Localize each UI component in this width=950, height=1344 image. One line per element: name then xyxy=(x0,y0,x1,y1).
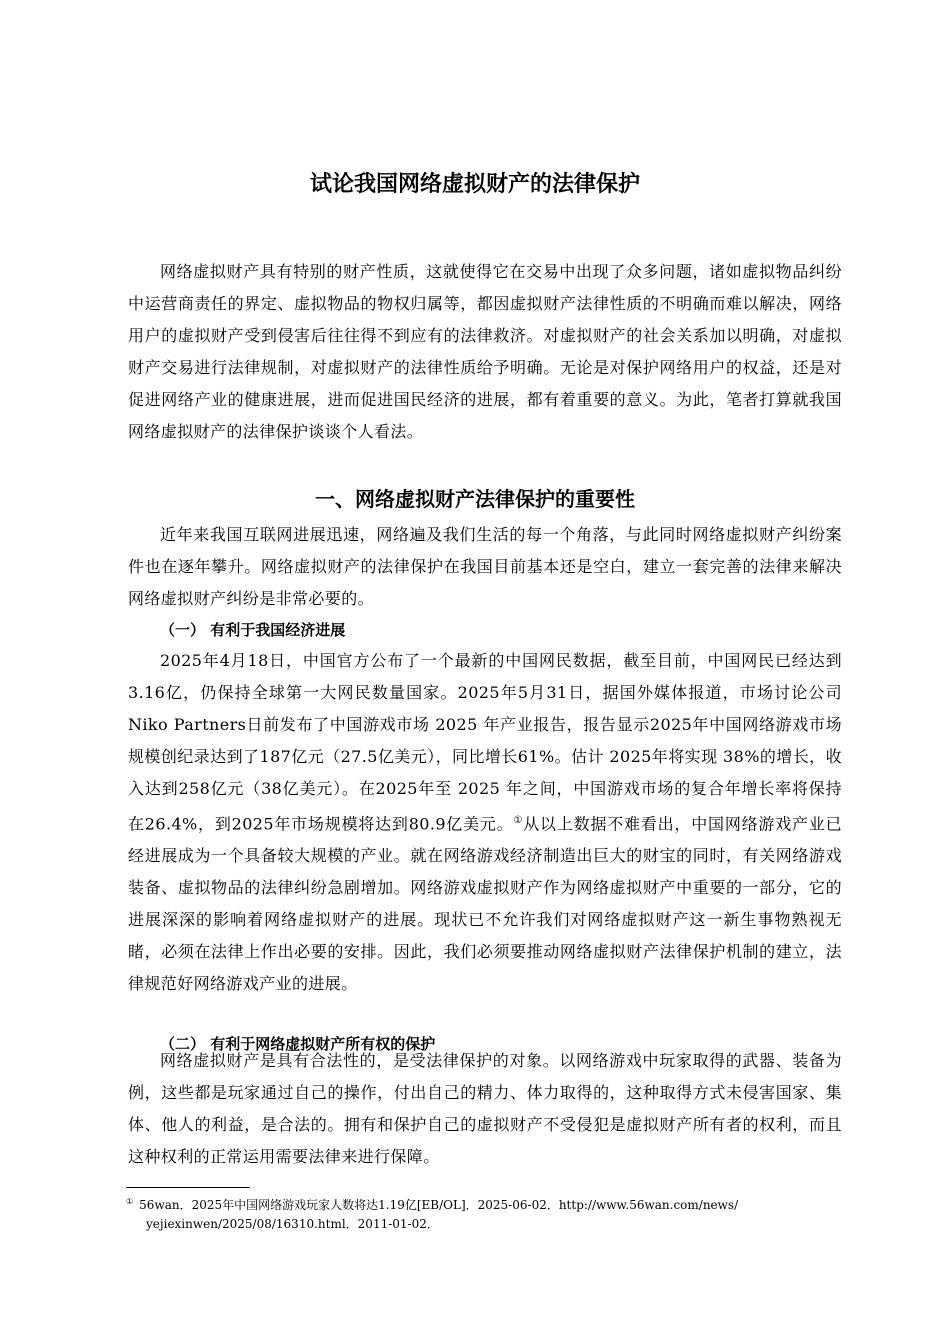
subsection1-text-b: 从以上数据不难看出，中国网络游戏产业已经进展成为一个具备较大规模的产业。就在网络游戏经济制造出巨大的财宝的同时，有关网络游戏装备、虚拟物品的法律纠纷急剧增加。网络游戏虚拟财产作为网络虚拟财产中重要的一部分，它的进展深深的影响着网络虚拟财产的进展。现状已不允许我们对网络虚拟财产这一新生事物熟视无睹，必须在法律上作出必要的安排。因此，我们必须要推动网络虚拟财产法律保护机制的建立，法律规范好网络游戏产业的进展。 xyxy=(128,814,842,994)
subsection-heading-1: （一） 有利于我国经济进展 xyxy=(160,621,346,639)
footnote-divider xyxy=(126,1187,250,1188)
section1-paragraph: 近年来我国互联网进展迅速，网络遍及我们生活的每一个角落，与此同时网络虚拟财产纠纷案件也在逐年攀升。网络虚拟财产的法律保护在我国目前基本还是空白，建立一套完善的法律来解决网络虚拟财产纠纷是非常必要的。 xyxy=(128,525,842,608)
intro-paragraph: 网络虚拟财产具有特别的财产性质，这就使得它在交易中出现了众多问题，诸如虚拟物品纠纷中运营商责任的界定、虚拟物品的物权归属等，都因虚拟财产法律性质的不明确而难以解决，网络用户的虚拟财产受到侵害后往往得不到应有的法律救济。对虚拟财产的社会关系加以明确，对虚拟财产交易进行法律规制，对虚拟财产的法律性质给予明确。无论是对保护网络用户的权益，还是对促进网络产业的健康进展，进而促进国民经济的进展，都有着重要的意义。为此，笔者打算就我国网络虚拟财产的法律保护谈谈个人看法。 xyxy=(128,262,842,441)
footnote-line-2: yejiexinwen/2025/08/16310.html．2011-01-02． xyxy=(146,1217,439,1231)
footnote-reference[interactable]: ① xyxy=(513,815,524,826)
footnote-line-1: 56wan．2025年中国网络游戏玩家人数将达1.19亿[EB/OL]．2025-06-02．http://www.56wan.com/news/ xyxy=(139,1198,739,1212)
subsection1-paragraph xyxy=(128,645,842,1000)
subsection-heading-2: （二） 有利于网络虚拟财产所有权的保护 xyxy=(160,1035,436,1053)
section-heading-1: 一、网络虚拟财产法律保护的重要性 xyxy=(315,487,635,511)
footnote xyxy=(126,1192,842,1234)
footnote-mark: ① xyxy=(126,1197,134,1206)
page-title: 试论我国网络虚拟财产的法律保护 xyxy=(309,172,640,197)
subsection2-paragraph: 网络虚拟财产是具有合法性的，是受法律保护的对象。以网络游戏中玩家取得的武器、装备为例，这些都是玩家通过自己的操作，付出自己的精力、体力取得的，这种取得方式未侵害国家、集体、他人的利益，是合法的。拥有和保护自己的虚拟财产不受侵犯是虚拟财产所有者的权利，而且这种权利的正常运用需要法律来进行保障。 xyxy=(128,1051,842,1166)
subsection1-text-a: 2025年4月18日，中国官方公布了一个最新的中国网民数据，截至目前，中国网民已经达到3.16亿，仍保持全球第一大网民数量国家。2025年5月31日，据国外媒体报道，市场讨论公司Niko Partners日前发布了中国游戏市场 2025 年产业报告，报告显示2025年中国网络游戏市场规模创纪录达到了187亿元（27.5亿美元），同比增长61%。估计 2025年将实现 38%的增长，收入达到258亿元（38亿美元）。在2025年至 2025 年之间，中国游戏市场的复合年增长率将保持在26.4%，到2025年市场规模将达到80.9亿美元。 xyxy=(128,651,842,834)
